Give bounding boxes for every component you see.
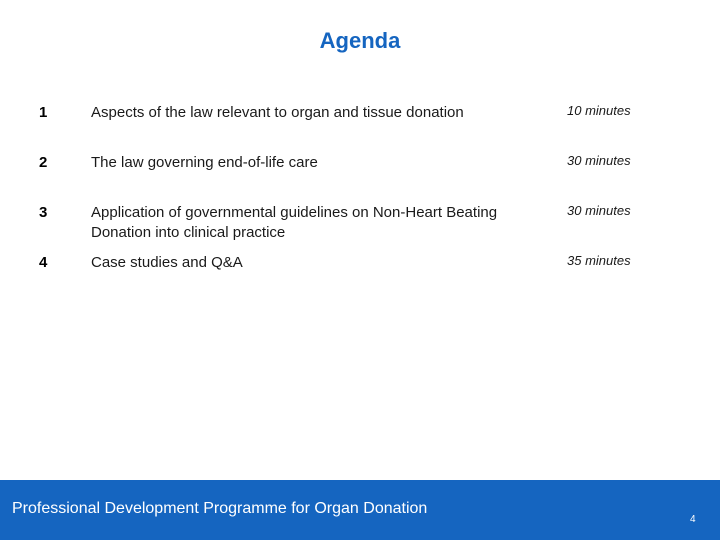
agenda-item-topic: Aspects of the law relevant to organ and tissue donation	[91, 104, 464, 121]
agenda-item-duration: 30 minutes	[567, 203, 631, 218]
agenda-item-number: 2	[39, 154, 48, 171]
agenda-item-number: 4	[39, 254, 48, 271]
agenda-item-duration: 10 minutes	[567, 103, 631, 118]
agenda-item-number: 3	[39, 204, 48, 221]
agenda-item-duration: 35 minutes	[567, 253, 631, 268]
slide-title: Agenda	[319, 28, 401, 53]
agenda-item-topic: Case studies and Q&A	[91, 254, 243, 271]
footer-text: Professional Development Programme for Organ Donation	[12, 500, 428, 517]
agenda-item-topic: The law governing end-of-life care	[91, 154, 318, 171]
page-number: 4	[690, 514, 696, 525]
agenda-item-duration: 30 minutes	[567, 153, 631, 168]
footer-bar	[0, 480, 720, 540]
agenda-item-number: 1	[39, 104, 48, 121]
agenda-item-topic: Application of governmental guidelines on Non-Heart Beating Donation into clinical practice	[91, 204, 498, 241]
